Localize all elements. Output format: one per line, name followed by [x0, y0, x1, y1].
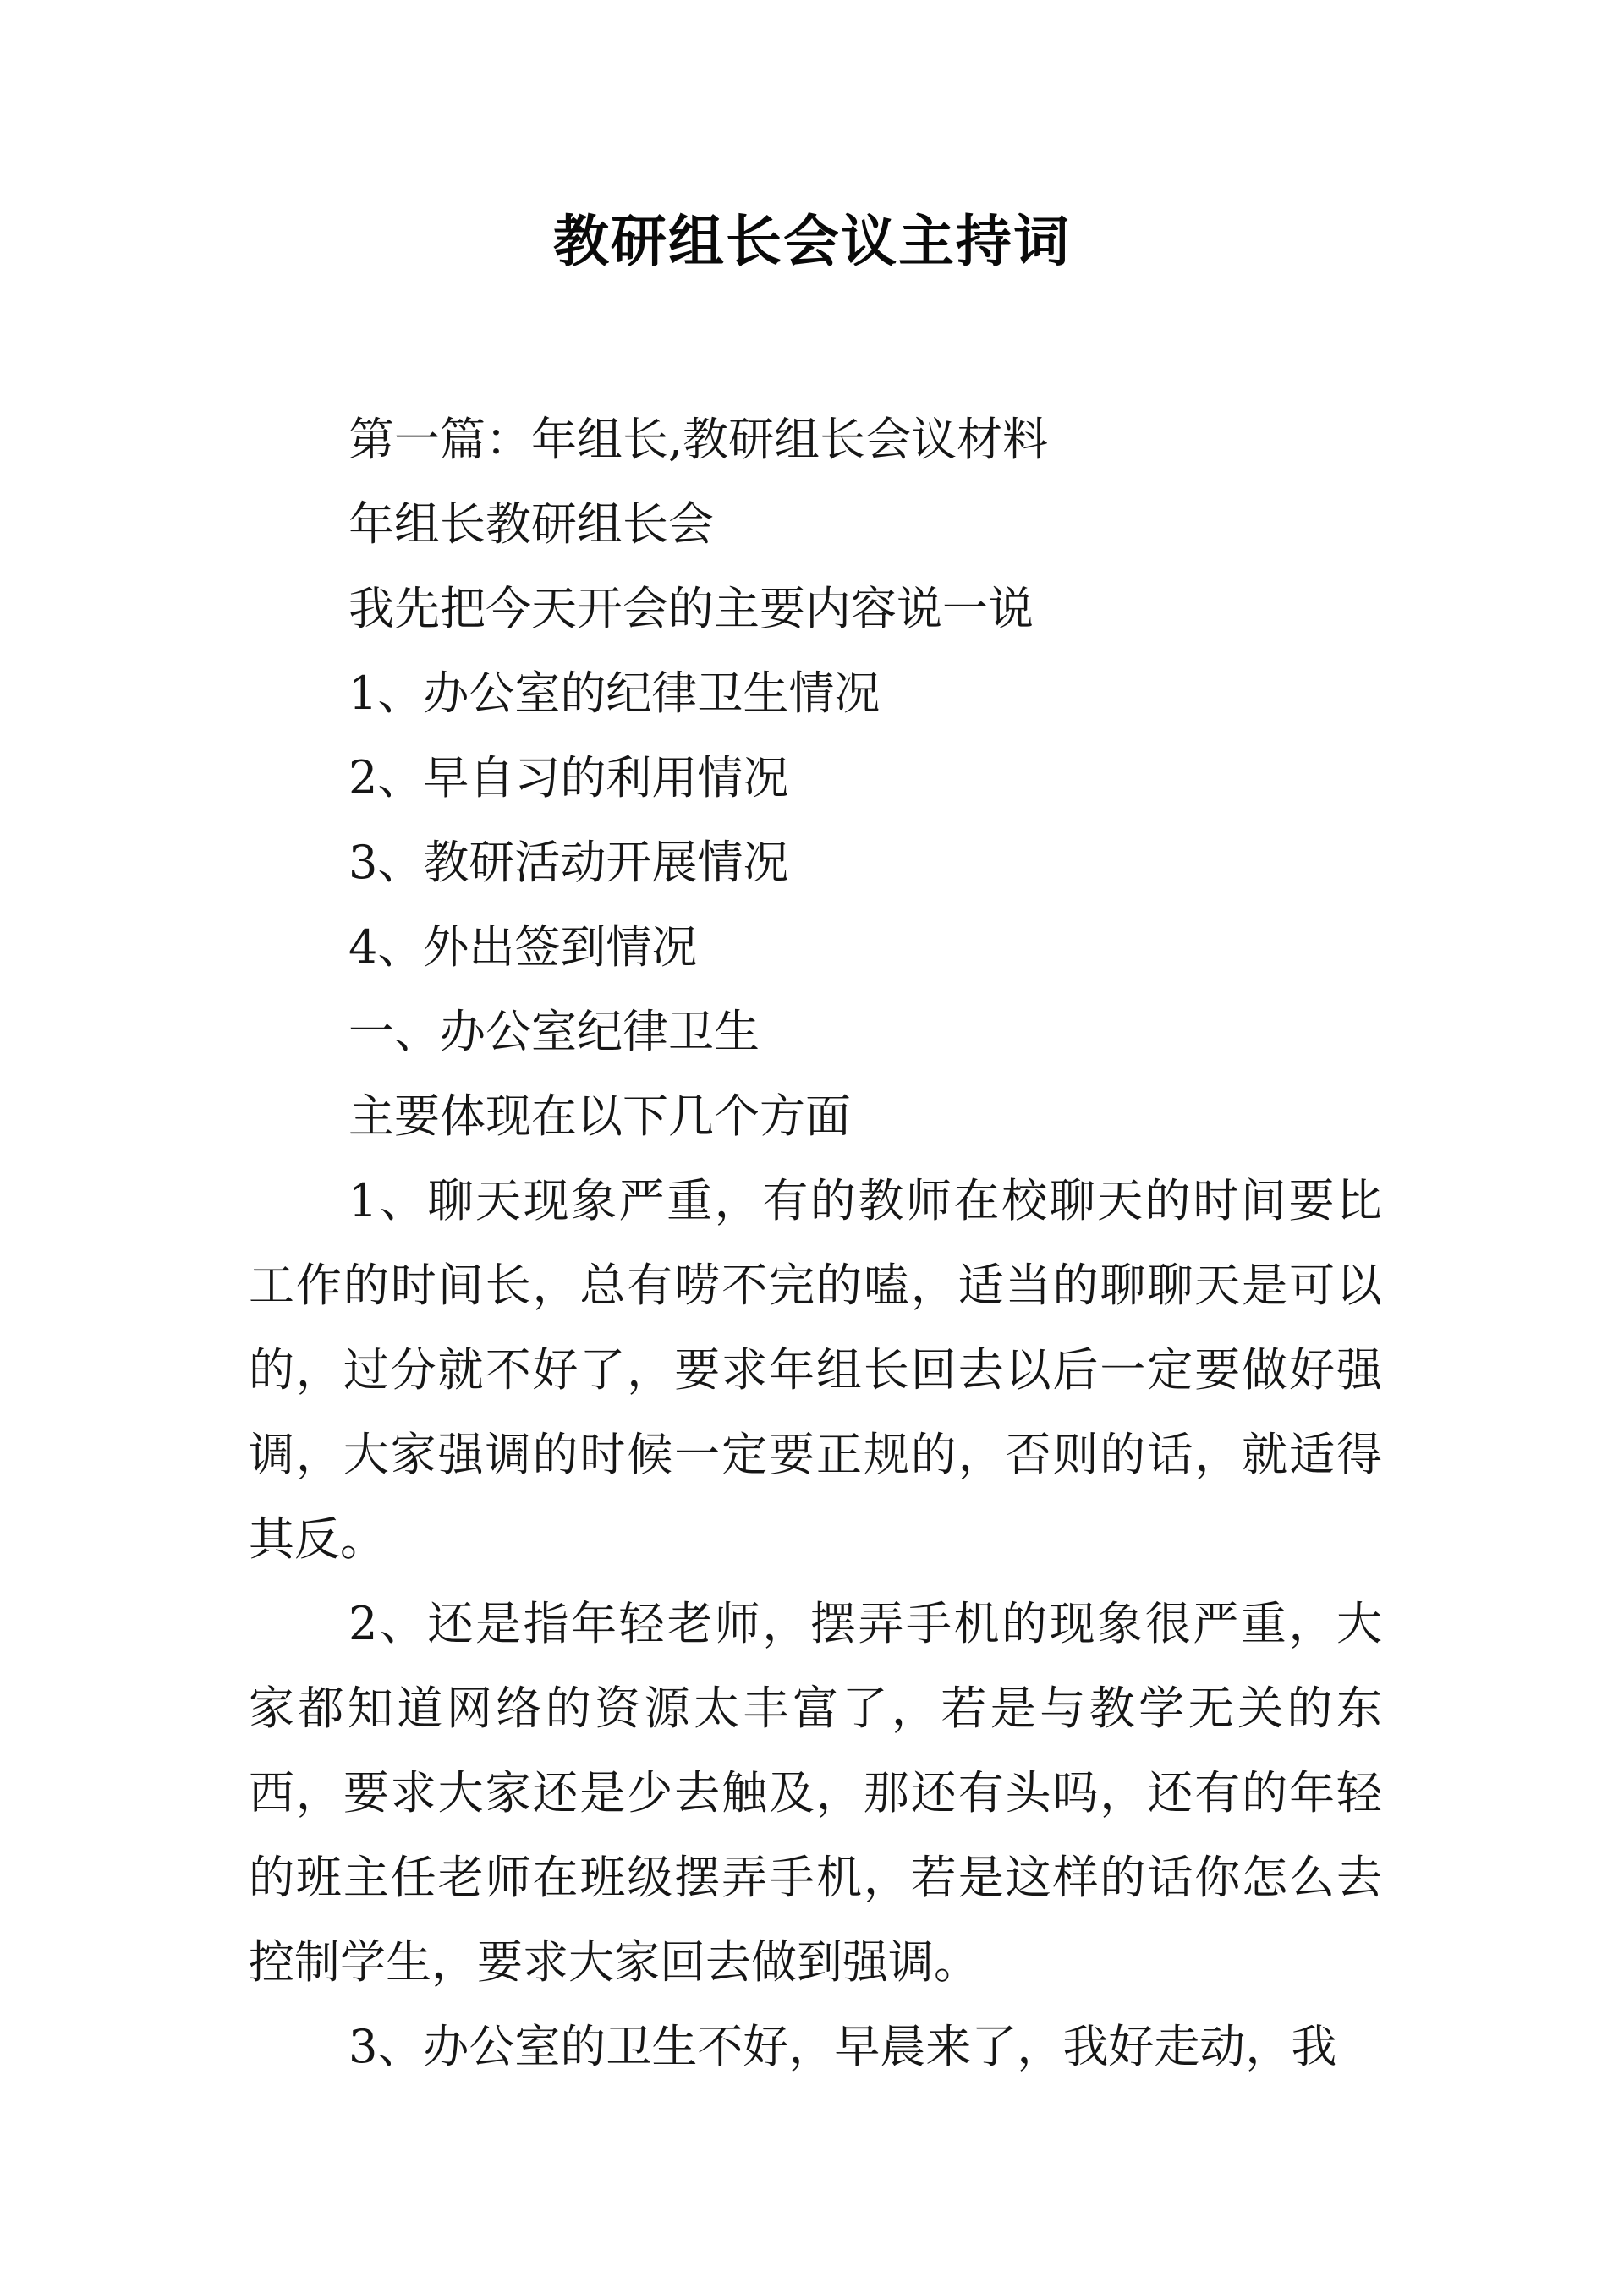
text-line: 3、教研活动开展情况: [348, 836, 789, 889]
document-title: 教研组长会议主持词: [553, 209, 1071, 274]
text-line: 我先把今天开会的主要内容说一说: [348, 582, 1034, 635]
text-line: 2、早自习的利用情况: [348, 751, 789, 804]
text-line: 1、办公室的纪律卫生情况: [348, 667, 881, 720]
text-line: 第一篇：年组长,教研组长会议材料: [348, 413, 1049, 466]
text-line: 主要体现在以下几个方面: [348, 1089, 851, 1143]
paragraph: 1、聊天现象严重，有的教师在校聊天的时间要比工作的时间长，总有唠不完的嗑，适当的聊聊天是可以的，过分就不好了，要求年组长回去以后一定要做好强调，大家强调的时候一定要正规的，否则的话，就适得其反。: [249, 1174, 1382, 1566]
text-line: 年组长教研组长会: [348, 497, 714, 551]
paragraph: 2、还是指年轻老师，摆弄手机的现象很严重，大家都知道网络的资源太丰富了，若是与教学无关的东西，要求大家还是少去触及，那还有头吗，还有的年轻的班主任老师在班级摆弄手机，若是这样的话你怎么去控制学生，要求大家回去做到强调。: [249, 1597, 1382, 1989]
paragraph: 3、办公室的卫生不好，早晨来了，我好走动，我: [348, 2020, 1337, 2073]
text-line: 4、外出签到情况: [348, 920, 698, 974]
section-heading: 一、办公室纪律卫生: [348, 1005, 760, 1058]
document-body: [249, 398, 1382, 2089]
